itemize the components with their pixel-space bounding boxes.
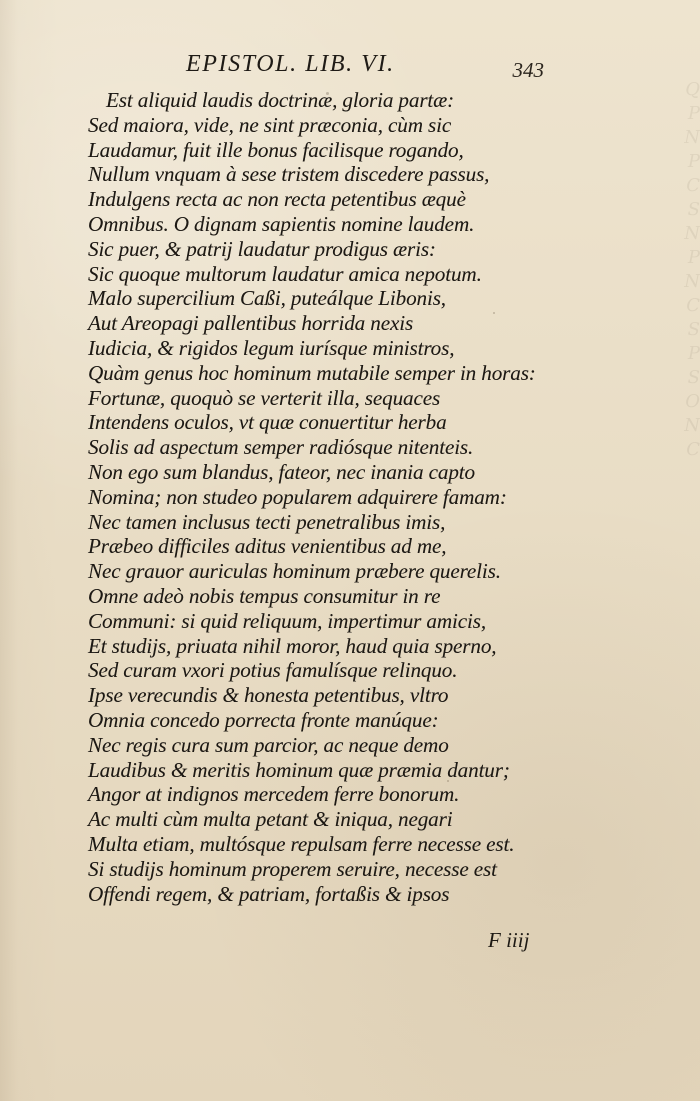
poem-line: Est aliquid laudis doctrinæ, gloria partæ: — [106, 88, 455, 112]
poem-line: Fortunæ, quoquò se verterit illa, sequaces — [88, 385, 441, 410]
page-number: 343 — [512, 58, 544, 82]
poem-line: Solis ad aspectum semper radiósque nitenteis. — [88, 435, 474, 460]
poem-line: Multa etiam, multósque repulsam ferre necesse est. — [88, 831, 515, 856]
poem-line: Et studijs, priuata nihil moror, haud quia sperno, — [88, 633, 497, 658]
poem-line: Nullum vnquam à sese tristem discedere passus, — [88, 162, 490, 187]
poem-line: Nec grauor auriculas hominum præbere querelis. — [88, 559, 501, 584]
poem-line: Intendens oculos, vt quæ conuertitur herba — [88, 410, 447, 435]
ink-speck — [493, 312, 495, 314]
poem-line: Iudicia, & rigidos legum iurísque ministros, — [88, 335, 455, 360]
poem-line: Præbeo difficiles aditus venientibus ad me, — [88, 534, 447, 559]
poem-line: Si studijs hominum properem seruire, necesse est — [88, 856, 497, 881]
signature-mark: F iiij — [488, 928, 530, 952]
poem-text — [88, 88, 558, 906]
ink-speck — [447, 780, 449, 782]
poem-line: Laudibus & meritis hominum quæ præmia dantur; — [88, 757, 510, 782]
show-through-text: Q P N P C S N P N C S P S O N C — [684, 79, 700, 460]
poem-line: Ipse verecundis & honesta petentibus, vltro — [88, 683, 449, 708]
poem-line: Indulgens recta ac non recta petentibus æquè — [88, 187, 466, 212]
poem-line: Sic puer, & patrij laudatur prodigus æris: — [88, 236, 436, 261]
poem-line: Quàm genus hoc hominum mutabile semper in horas: — [88, 360, 536, 385]
poem-line: Omne adeò nobis tempus consumitur in re — [88, 583, 441, 608]
poem-line: Nec regis cura sum parcior, ac neque demo — [88, 732, 449, 757]
poem-line: Malo supercilium Caßi, puteálque Libonis, — [88, 286, 446, 311]
poem-line: Communi: si quid reliquum, impertimur amicis, — [88, 608, 486, 633]
poem-line: Laudamur, fuit ille bonus facilisque rogando, — [88, 137, 464, 162]
ink-speck — [326, 92, 329, 95]
poem-line: Sic quoque multorum laudatur amica nepotum. — [88, 261, 482, 286]
poem-line: Nec tamen inclusus tecti penetralibus imis, — [88, 509, 446, 534]
page-header — [166, 48, 544, 88]
poem-line: Sed curam vxori potius famulísque relinquo. — [88, 658, 458, 683]
poem-line: Omnia concedo porrecta fronte manúque: — [88, 707, 439, 732]
poem-line: Ac multi cùm multa petant & iniqua, negari — [88, 807, 453, 832]
poem-line: Nomina; non studeo popularem adquirere famam: — [88, 484, 507, 509]
poem-line: Angor at indignos mercedem ferre bonorum. — [88, 782, 460, 807]
poem-line: Sed maiora, vide, ne sint præconia, cùm sic — [88, 112, 452, 137]
poem-line: Aut Areopagi pallentibus horrida nexis — [88, 311, 414, 336]
running-head: EPISTOL. LIB. VI. — [186, 51, 395, 77]
poem-line: Non ego sum blandus, fateor, nec inania capto — [88, 459, 475, 484]
poem-line: Offendi regem, & patriam, fortaßis & ipsos — [88, 881, 450, 906]
poem-line: Omnibus. O dignam sapientis nomine laudem. — [88, 211, 475, 236]
